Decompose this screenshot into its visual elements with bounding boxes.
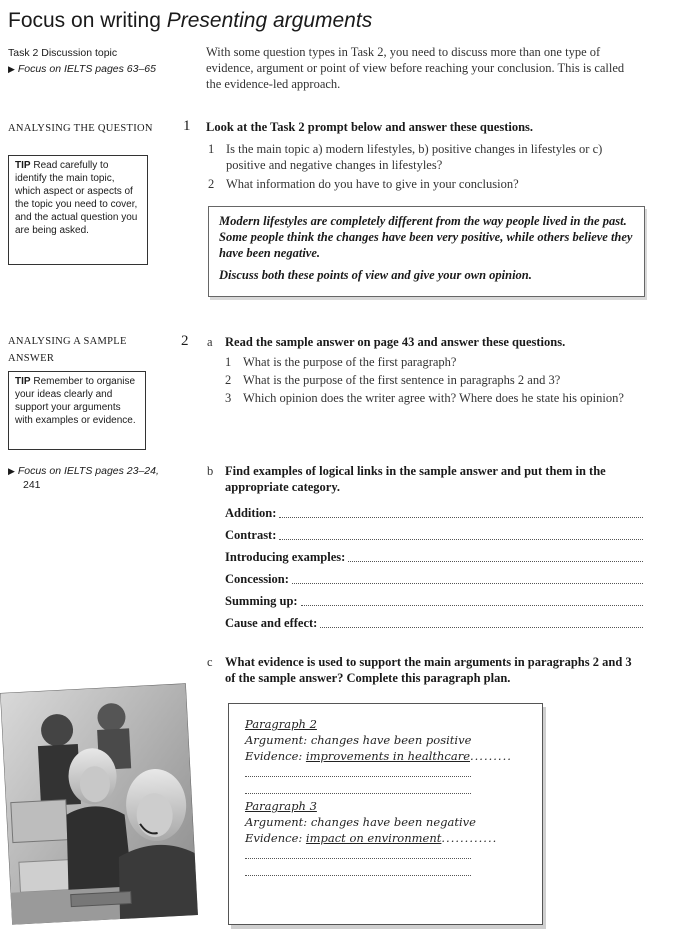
category-label: Introducing examples: xyxy=(225,550,346,564)
question-item xyxy=(225,372,645,388)
paragraph-2-argument: Argument: changes have been positive xyxy=(245,733,472,747)
evidence-label: Evidence: xyxy=(245,831,303,845)
task-label: Task 2 Discussion topic xyxy=(8,47,118,59)
question-text: Is the main topic a) modern lifestyles, b) positive changes in lifestyles or c) positive and negative changes in lifestyles? xyxy=(226,142,603,172)
arrow-right-icon: ▶ xyxy=(8,64,15,74)
answer-line[interactable] xyxy=(348,560,643,562)
question-number: 2 xyxy=(208,177,215,191)
section-number: 2 xyxy=(181,333,189,349)
category-row[interactable] xyxy=(225,527,643,543)
question-item xyxy=(225,354,645,370)
question-number: 1 xyxy=(208,142,215,156)
evidence-label: Evidence: xyxy=(245,749,303,763)
question-number: 2 xyxy=(225,373,232,387)
focus-link-1[interactable] xyxy=(8,62,183,76)
answer-line[interactable] xyxy=(245,846,471,859)
category-label: Concession: xyxy=(225,572,289,586)
question-item xyxy=(208,141,638,173)
category-label: Contrast: xyxy=(225,528,277,542)
question-item xyxy=(208,176,638,192)
question-text: What is the purpose of the first paragraph? xyxy=(243,355,457,369)
category-row[interactable] xyxy=(225,593,643,609)
focus-link-2-continued: 241 xyxy=(23,479,41,491)
photo-image xyxy=(0,683,198,924)
heading-line-2: ANSWER xyxy=(8,353,55,364)
answer-line[interactable] xyxy=(279,538,643,540)
category-label: Addition: xyxy=(225,506,277,520)
paragraph-2-evidence: Evidence: improvements in healthcare......... xyxy=(245,749,512,763)
part-c-instruction: What evidence is used to support the main arguments in paragraphs 2 and 3 of the sample answer? Complete this paragraph plan. xyxy=(225,655,632,685)
category-row[interactable] xyxy=(225,549,643,565)
question-number: 1 xyxy=(225,355,232,369)
tip-text: Remember to organise your ideas clearly and support your arguments with examples or evidence. xyxy=(15,376,136,426)
focus-link-2-text: Focus on IELTS pages 23–24, xyxy=(17,465,159,477)
part-b-instruction: Find examples of logical links in the sample answer and put them in the appropriate category. xyxy=(225,464,606,494)
question-number: 3 xyxy=(225,391,232,405)
answer-line[interactable] xyxy=(301,604,643,606)
category-row[interactable] xyxy=(225,505,643,521)
part-a-instruction: Read the sample answer on page 43 and answer these questions. xyxy=(225,335,566,349)
tip-box-2 xyxy=(8,371,146,450)
part-letter: a xyxy=(207,335,213,349)
section-1-instruction: Look at the Task 2 prompt below and answer these questions. xyxy=(206,120,534,134)
question-item xyxy=(225,390,645,406)
part-letter: b xyxy=(207,464,214,478)
answer-line[interactable] xyxy=(245,764,471,777)
tip-label: TIP xyxy=(15,160,31,171)
category-row[interactable] xyxy=(225,615,643,631)
intro-text: With some question types in Task 2, you need to discuss more than one type of evidence, argument or point of view before reaching your conclusion. This is called the evidence-led approach. xyxy=(206,45,625,91)
answer-line[interactable] xyxy=(320,626,643,628)
part-letter: c xyxy=(207,655,213,669)
category-row[interactable] xyxy=(225,571,643,587)
answer-line[interactable] xyxy=(292,582,643,584)
prompt-task: Discuss both these points of view and give your own opinion. xyxy=(219,268,532,282)
tip-text: Read carefully to identify the main topic, which aspect or aspects of the topic you need to cover, and the actual question you are being asked. xyxy=(15,160,138,236)
prompt-text: Modern lifestyles are completely different from the way people lived in the past. Some people think the changes have been very positive, while others believe they have been negative. xyxy=(219,214,633,260)
section-number: 1 xyxy=(183,118,191,134)
focus-link-2[interactable] xyxy=(8,464,178,492)
evidence-value: improvements in healthcare xyxy=(305,749,470,763)
category-label: Summing up: xyxy=(225,594,298,608)
analysing-question-heading: ANALYSING THE QUESTION xyxy=(8,123,153,134)
analysing-sample-heading xyxy=(8,334,127,366)
answer-line[interactable] xyxy=(245,781,471,794)
paragraph-2-heading: Paragraph 2 xyxy=(245,717,317,731)
arrow-right-icon: ▶ xyxy=(8,466,15,476)
paragraph-3-argument: Argument: changes have been negative xyxy=(245,815,476,829)
category-label: Cause and effect: xyxy=(225,616,318,630)
paragraph-3-evidence: Evidence: impact on environment............ xyxy=(245,831,498,845)
task-prompt-box xyxy=(208,206,645,297)
tip-label: TIP xyxy=(15,376,31,387)
office-workers-photo xyxy=(0,683,198,924)
paragraph-3-heading: Paragraph 3 xyxy=(245,799,317,813)
question-text: What information do you have to give in your conclusion? xyxy=(226,177,519,191)
tip-box-1 xyxy=(8,155,148,265)
title-main: Presenting arguments xyxy=(166,9,373,32)
answer-line[interactable] xyxy=(245,863,471,876)
page-title xyxy=(8,8,372,34)
evidence-value: impact on environment xyxy=(305,831,442,845)
question-text: What is the purpose of the first sentence in paragraphs 2 and 3? xyxy=(243,373,561,387)
focus-link-1-text: Focus on IELTS pages 63–65 xyxy=(17,63,156,75)
paragraph-plan-card xyxy=(228,703,543,925)
heading-line-1: ANALYSING A SAMPLE xyxy=(8,336,127,347)
answer-line[interactable] xyxy=(279,516,643,518)
title-prefix: Focus on writing xyxy=(8,9,161,32)
question-text: Which opinion does the writer agree with? Where does he state his opinion? xyxy=(243,391,624,405)
